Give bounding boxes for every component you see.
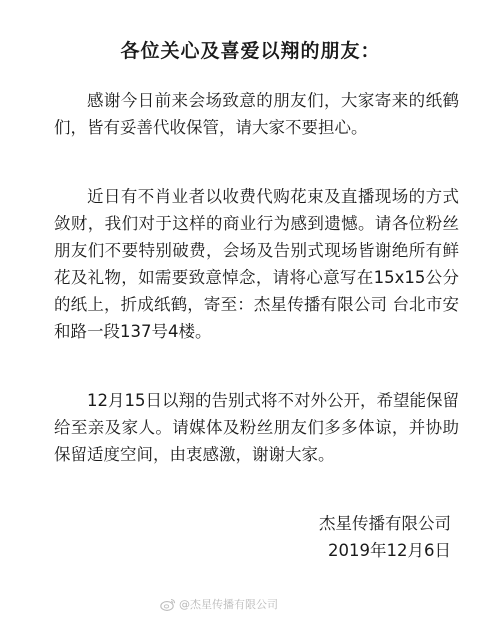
- notice-paragraph-3: 12月15日以翔的告别式将不对外公开，希望能保留给至亲及家人。请媒体及粉丝朋友们多多体谅，并协助保留适度空间，由衷感激，谢谢大家。: [54, 391, 459, 464]
- signature-date: 2019年12月6日: [328, 541, 451, 560]
- notice-title: 各位关心及喜爱以翔的朋友：: [120, 40, 381, 62]
- notice-paragraph-1: 感谢今日前来会场致意的朋友们，大家寄来的纸鹤们，皆有妥善代收保管，请大家不要担心。: [54, 91, 459, 137]
- signature-company: 杰星传播有限公司: [319, 514, 451, 533]
- watermark: [160, 596, 278, 612]
- watermark-text: @杰星传播有限公司: [179, 598, 278, 611]
- notice-paragraph-2: 近日有不肖业者以收费代购花束及直播现场的方式敛财，我们对于这样的商业行为感到遗憾。请各位粉丝朋友们不要特别破费，会场及告别式现场皆谢绝所有鲜花及礼物，如需要致意悼念，请将心意写在15x15公分的纸上，折成纸鹤，寄至：杰星传播有限公司 台北市安和路一段137号4楼。: [54, 187, 459, 341]
- weibo-icon: [160, 598, 176, 611]
